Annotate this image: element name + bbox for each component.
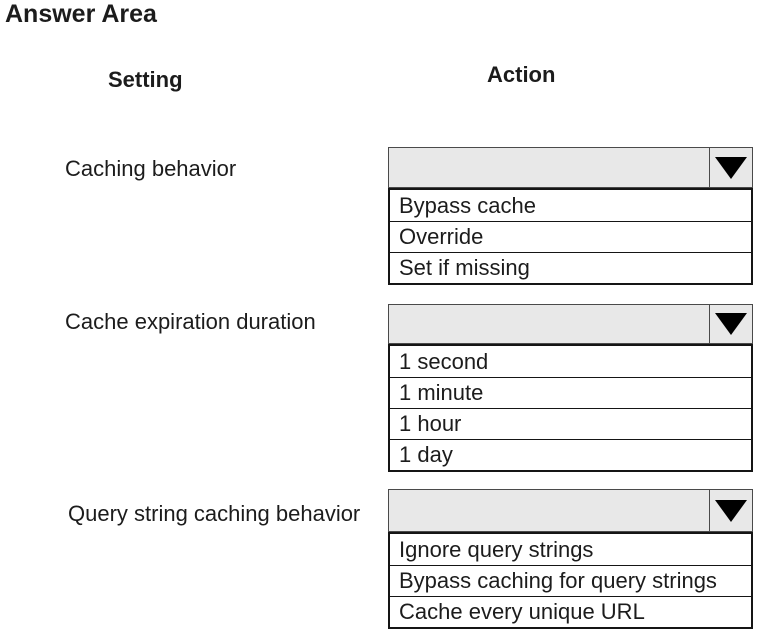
caret-down-icon: [715, 157, 747, 179]
dropdown-cache-expiration-duration[interactable]: [388, 304, 753, 344]
column-header-action: Action: [487, 62, 556, 87]
dropdown-caching-behavior[interactable]: [388, 147, 753, 188]
dropdown-option[interactable]: 1 hour: [390, 408, 751, 439]
setting-label-cache-expiration-duration: Cache expiration duration: [65, 309, 316, 334]
dropdown-option[interactable]: 1 second: [399, 348, 489, 374]
dropdown-arrow-button[interactable]: [709, 305, 752, 343]
dropdown-options-cache-expiration-duration: [388, 344, 753, 472]
dropdown-option[interactable]: Set if missing: [390, 252, 751, 283]
dropdown-option[interactable]: Bypass cache: [399, 192, 536, 218]
dropdown-option[interactable]: Override: [390, 221, 751, 252]
caret-down-icon: [715, 313, 747, 335]
dropdown-value[interactable]: [389, 148, 709, 187]
dropdown-arrow-button[interactable]: [709, 490, 752, 531]
dropdown-option[interactable]: 1 minute: [390, 377, 751, 408]
caret-down-icon: [715, 500, 747, 522]
dropdown-option[interactable]: Bypass caching for query strings: [390, 565, 751, 596]
setting-label-query-string-caching-behavior: Query string caching behavior: [68, 501, 361, 526]
dropdown-query-string-caching-behavior[interactable]: [388, 489, 753, 532]
column-header-setting: Setting: [108, 67, 183, 92]
dropdown-arrow-button[interactable]: [709, 148, 752, 187]
dropdown-option[interactable]: 1 day: [390, 439, 751, 470]
dropdown-options-caching-behavior: [388, 188, 753, 285]
dropdown-value[interactable]: [389, 490, 709, 531]
dropdown-value[interactable]: [389, 305, 709, 343]
dropdown-options-query-string-caching-behavior: [388, 532, 753, 629]
setting-label-caching-behavior: Caching behavior: [65, 156, 237, 181]
page-title: Answer Area: [5, 0, 157, 28]
dropdown-option[interactable]: Cache every unique URL: [390, 596, 751, 627]
dropdown-option[interactable]: Ignore query strings: [399, 536, 594, 562]
